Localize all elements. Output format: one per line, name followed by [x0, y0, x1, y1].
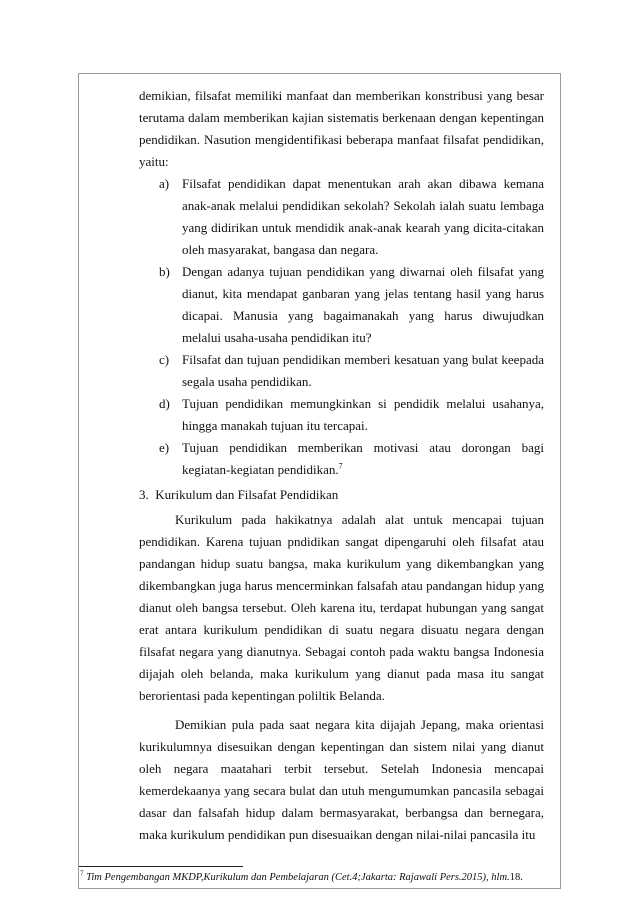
list-item-text: Tujuan pendidikan memungkinkan si pendidik melalui usahanya, hingga manakah tujuan itu tercapai. — [182, 396, 544, 433]
list-item — [139, 349, 544, 393]
footnote-number: 7 — [80, 869, 84, 878]
list-marker: c) — [159, 352, 170, 367]
list-marker: d) — [159, 396, 170, 411]
list-item-text: Filsafat dan tujuan pendidikan memberi kesatuan yang bulat keepada segala usaha pendidikan. — [182, 352, 544, 389]
section-paragraph-2: Demikian pula pada saat negara kita dijajah Jepang, maka orientasi kurikulumnya disesuikan dengan kepentingan dan sistem nilai yang dianut oleh negara maatahari terbit tersebut. Setelah Indonesia mencapai kemerdekaanya yang secara bulat dan utuh mengumumkan pancasila sebagai dasar dan falsafah hidup dalam bermasyarakat, berbangsa dan bernegara, maka kurikulum pendidikan pun disesuaikan dengan nilai-nilai pancasila itu — [139, 717, 544, 842]
page-body — [139, 85, 544, 846]
list-marker: e) — [159, 440, 170, 455]
list-item — [139, 437, 544, 481]
footnote-page: 18. — [509, 872, 523, 883]
list-item-text: Filsafat pendidikan dapat menentukan arah akan dibawa kemana anak-anak melalui pendidikan sekolah? Sekolah ialah suatu lembaga yang didirikan untuk mendidik anak-anak kearah yang dicita-citakan oleh masyarakat, bangasa dan negara. — [182, 176, 544, 257]
section-paragraph-1: Kurikulum pada hakikatnya adalah alat untuk mencapai tujuan pendidikan. Karena tujuan pndidikan sangat dipengaruhi oleh filsafat atau pandangan hidup suatu bangsa, maka kurikulum yang dikembangkan yang dikembangkan juga harus mencerminkan falsafah atau pandangan hidup yang dianut oleh bangsa tersebut. Oleh karena itu, terdapat hubungan yang sangat erat antara kurikulum pendidikan di suatu negara disuatu negara dengan filsafat negara yang dianutnya. Sebagai contoh pada waktu bangsa Indonesia dijajah oleh belanda, maka kurikulum yang dianut pada masa itu sangat berorientasi pada kepentingan poliltik Belanda. — [139, 512, 544, 703]
list-marker: b) — [159, 264, 170, 279]
list-marker: a) — [159, 176, 170, 191]
list-item — [139, 261, 544, 349]
footnote-divider — [79, 866, 243, 867]
footnote-citation: Tim Pengembangan MKDP,Kurikulum dan Pembelajaran (Cet.4;Jakarta: Rajawali Pers.2015), hlm. — [86, 872, 510, 883]
section-heading — [139, 484, 544, 506]
footnote-reference[interactable]: 7 — [338, 461, 343, 471]
section-number: 3. — [139, 487, 149, 502]
benefits-list — [139, 173, 544, 481]
list-item — [139, 173, 544, 261]
list-item-text: Tujuan pendidikan memberikan motivasi atau dorongan bagi kegiatan-kegiatan pendidikan. — [182, 440, 544, 477]
footnote — [80, 871, 560, 885]
list-item-text: Dengan adanya tujuan pendidikan yang diwarnai oleh filsafat yang dianut, kita mendapat ganbaran yang jelas tentang hasil yang harus dicapai. Manusia yang bagaimanakah yang harus diwujudkan melalui usaha-usaha pendidikan itu? — [182, 264, 544, 345]
list-item — [139, 393, 544, 437]
section-title: Kurikulum dan Filsafat Pendidikan — [155, 487, 339, 502]
intro-paragraph: demikian, filsafat memiliki manfaat dan memberikan konstribusi yang besar terutama dalam memberikan kajian sistematis berkenaan dengan kepentingan pendidikan. Nasution mengidentifikasi beberapa manfaat filsafat pendidikan, yaitu: — [139, 88, 544, 169]
